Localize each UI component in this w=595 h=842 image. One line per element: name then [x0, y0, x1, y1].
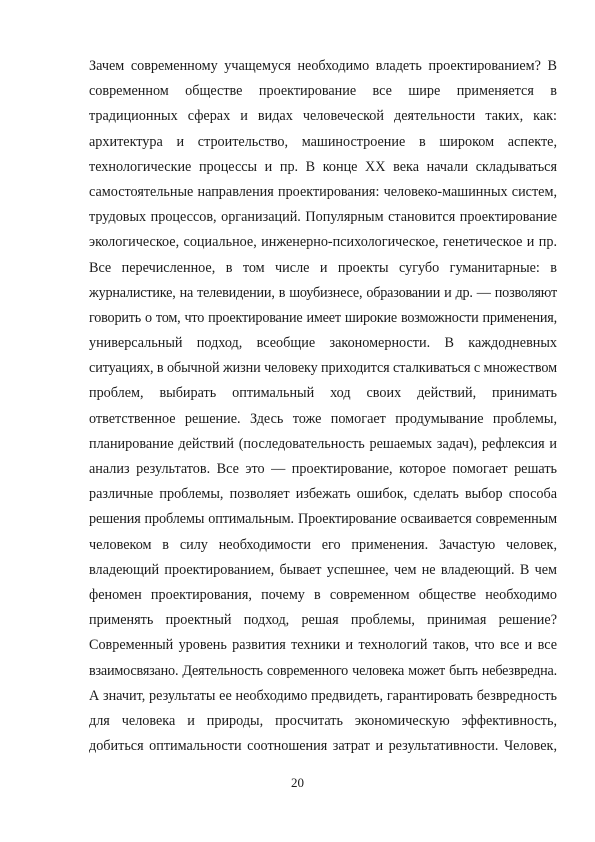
text-line: журналистике, на телевидении, в шоубизнесе, образовании и др. — позволяют: [89, 284, 557, 301]
text-line: решения проблемы оптимальным. Проектирование осваивается современным: [89, 511, 557, 528]
text-line: Зачем современному учащемуся необходимо владеть проектированием? В: [89, 58, 557, 74]
text-line: ответственное решение. Здесь тоже помогает продумывание проблемы,: [89, 410, 557, 427]
text-line: человеком в силу необходимости его применения. Зачастую человек,: [89, 536, 557, 553]
text-line: для человека и природы, просчитать экономическую эффективность,: [89, 712, 557, 729]
text-line: Все перечисленное, в том числе и проекты сугубо гуманитарные: в: [89, 259, 557, 276]
text-line: проблем, выбирать оптимальный ход своих действий, принимать: [89, 385, 557, 402]
text-line: различные проблемы, позволяет избежать ошибок, сделать выбор способа: [89, 486, 557, 503]
text-line: универсальный подход, всеобщие закономерности. В каждодневных: [89, 335, 557, 352]
text-line: ситуациях, в обычной жизни человеку приходится сталкиваться с множеством: [89, 360, 557, 377]
text-line: Современный уровень развития техники и технологий таков, что все и все: [89, 637, 557, 654]
text-line: архитектура и строительство, машиностроение в широком аспекте,: [89, 133, 557, 150]
text-line: анализ результатов. Все это — проектирование, которое помогает решать: [89, 461, 557, 477]
page-number: 20: [291, 775, 304, 790]
text-line: феномен проектирования, почему в современном обществе необходимо: [89, 586, 557, 603]
text-line: говорить о том, что проектирование имеет широкие возможности применения,: [89, 309, 557, 326]
body-text: [89, 54, 557, 759]
text-line: применять проектный подход, решая проблемы, принимая решение?: [89, 612, 557, 629]
text-line: А значит, результаты ее необходимо предвидеть, гарантировать безвредность: [89, 687, 557, 704]
text-line: традиционных сферах и видах человеческой деятельности таких, как:: [89, 108, 557, 125]
text-line: самостоятельные направления проектирования: человеко-машинных систем,: [89, 183, 557, 200]
text-line: технологические процессы и пр. В конце XX века начали складываться: [89, 158, 557, 175]
text-line: трудовых процессов, организаций. Популярным становится проектирование: [89, 209, 557, 226]
text-line: взаимосвязано. Деятельность современного человека может быть небезвредна.: [89, 662, 557, 679]
text-line: планирование действий (последовательность решаемых задач), рефлексия и: [89, 435, 557, 452]
text-line: владеющий проектированием, бывает успешнее, чем не владеющий. В чем: [89, 561, 557, 578]
text-line: добиться оптимальности соотношения затрат и результативности. Человек,: [89, 738, 557, 755]
text-line: экологическое, социальное, инженерно-психологическое, генетическое и пр.: [89, 234, 557, 251]
text-line: современном обществе проектирование все шире применяется в: [89, 83, 557, 100]
